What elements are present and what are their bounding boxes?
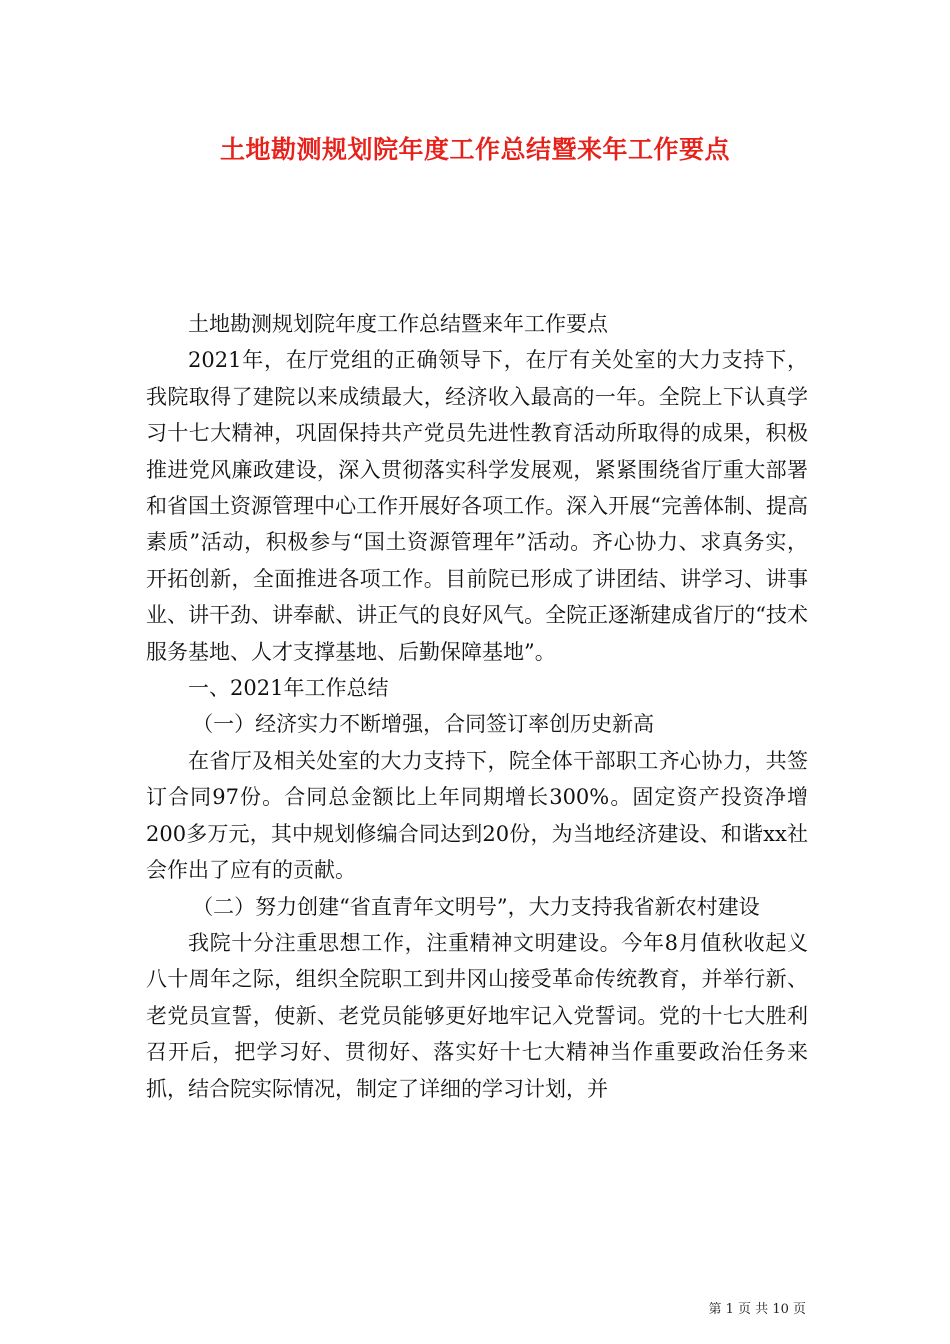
page-title: 土地勘测规划院年度工作总结暨来年工作要点 xyxy=(219,135,730,164)
page-number-footer: 第 1 页 共 10 页 xyxy=(708,1302,806,1317)
section-heading: 一、2021年工作总结 xyxy=(188,676,389,701)
paragraph-heading-repeat: 土地勘测规划院年度工作总结暨来年工作要点 xyxy=(188,312,608,336)
document-body xyxy=(146,306,808,1107)
paragraph-intro: 2021年，在厅党组的正确领导下，在厅有关处室的大力支持下，我院取得了建院以来成绩最大，经济收入最高的一年。全院上下认真学习十七大精神，巩固保持共产党员先进性教育活动所取得的成果，积极推进党风廉政建设，深入贯彻落实科学发展观，紧紧围绕省厅重大部署和省国土资源管理中心工作开展好各项工作。深入开展“完善体制、提高素质”活动，积极参与“国土资源管理年”活动。齐心协力、求真务实，开拓创新，全面推进各项工作。目前院已形成了讲团结、讲学习、讲事业、讲干劲、讲奉献、讲正气的良好风气。全院正逐渐建成省厅的“技术服务基地、人才支撑基地、后勤保障基地”。 xyxy=(146,348,808,664)
subsection-heading-1: （一）经济实力不断增强，合同签订率创历史新高 xyxy=(192,712,655,737)
paragraph-ideology: 我院十分注重思想工作，注重精神文明建设。今年8月值秋收起义八十周年之际，组织全院职工到井冈山接受革命传统教育，并举行新、老党员宣誓，使新、老党员能够更好地牢记入党誓词。党的十七大胜利召开后，把学习好、贯彻好、落实好十七大精神当作重要政治任务来抓，结合院实际情况，制定了详细的学习计划，并 xyxy=(146,930,808,1101)
subsection-heading-2: （二）努力创建“省直青年文明号”，大力支持我省新农村建设 xyxy=(192,894,760,919)
paragraph-economy: 在省厅及相关处室的大力支持下，院全体干部职工齐心协力，共签订合同97份。合同总金额比上年同期增长300%。固定资产投资净增200多万元，其中规划修编合同达到20份，为当地经济建设、和谐xx社会作出了应有的贡献。 xyxy=(146,748,808,883)
